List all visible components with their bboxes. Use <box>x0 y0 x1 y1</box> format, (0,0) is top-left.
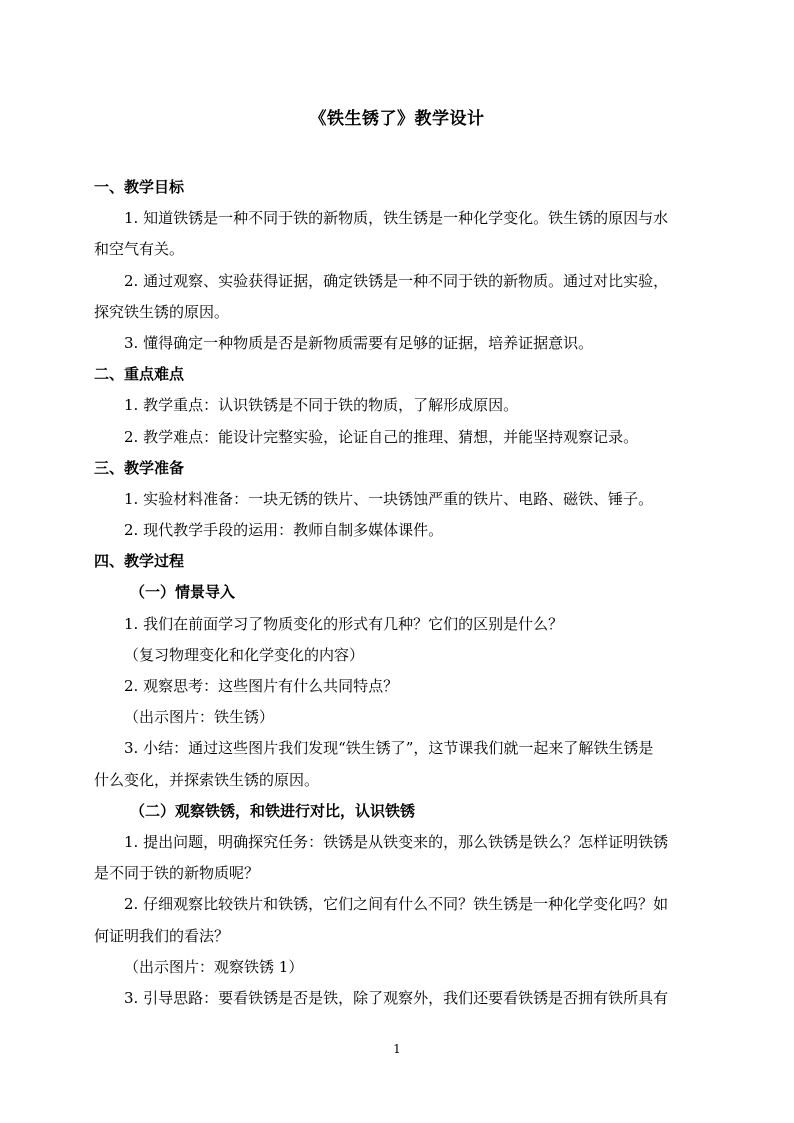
section-heading: 三、教学准备 <box>94 458 185 477</box>
paragraph-line: 2. 现代教学手段的运用：教师自制多媒体课件。 <box>124 521 444 540</box>
paragraph-line: 2. 仔细观察比较铁片和铁锈，它们之间有什么不同？铁生锈是一种化学变化吗？如 <box>124 895 669 914</box>
paragraph-line: （出示图片：观察铁锈 1） <box>124 957 304 976</box>
paragraph-line: 什么变化，并探索铁生锈的原因。 <box>94 770 320 789</box>
document-body <box>94 172 700 1014</box>
paragraph-line: 3. 懂得确定一种物质是否是新物质需要有足够的证据，培养证据意识。 <box>124 333 594 352</box>
paragraph-line: 1. 提出问题，明确探究任务：铁锈是从铁变来的，那么铁锈是铁么？怎样证明铁锈 <box>124 832 669 851</box>
paragraph-line: 2. 教学难点：能设计完整实验，论证自己的推理、猜想，并能坚持观察记录。 <box>124 427 639 446</box>
paragraph-line: 1. 教学重点：认识铁锈是不同于铁的物质，了解形成原因。 <box>124 396 519 415</box>
paragraph-line: 1. 知道铁锈是一种不同于铁的新物质，铁生锈是一种化学变化。铁生锈的原因与水 <box>124 209 669 228</box>
paragraph-line: 是不同于铁的新物质呢？ <box>94 864 260 883</box>
section-heading: 四、教学过程 <box>94 552 185 571</box>
paragraph-line: 2. 观察思考：这些图片有什么共同特点？ <box>124 677 399 695</box>
paragraph-line: （复习物理变化和化学变化的内容） <box>124 645 365 664</box>
paragraph-line: 1. 实验材料准备：一块无锈的铁片、一块锈蚀严重的铁片、电路、磁铁、锤子。 <box>124 489 654 508</box>
paragraph-line: （出示图片：铁生锈） <box>124 708 275 727</box>
section-heading: 二、重点难点 <box>94 365 185 384</box>
paragraph-line: 3. 小结：通过这些图片我们发现“铁生锈了”，这节课我们就一起来了解铁生锈是 <box>124 739 654 758</box>
paragraph-line: 3. 引导思路：要看铁锈是否是铁，除了观察外，我们还要看铁锈是否拥有铁所具有 <box>124 988 669 1007</box>
subsection-heading: （一）情景导入 <box>130 583 236 602</box>
subsection-heading: （二）观察铁锈，和铁进行对比，认识铁锈 <box>130 801 416 820</box>
paragraph-line: 2. 通过观察、实验获得证据，确定铁锈是一种不同于铁的新物质。通过对比实验， <box>124 271 669 290</box>
paragraph-line: 1. 我们在前面学习了物质变化的形式有几种？它们的区别是什么？ <box>124 614 564 633</box>
section-heading: 一、教学目标 <box>94 178 185 196</box>
paragraph-line: 探究铁生锈的原因。 <box>94 302 230 321</box>
paragraph-line: 何证明我们的看法？ <box>94 926 230 945</box>
paragraph-line: 和空气有关。 <box>94 240 185 259</box>
page-number: 1 <box>393 1042 401 1056</box>
document-title: 《铁生锈了》教学设计 <box>309 109 485 129</box>
